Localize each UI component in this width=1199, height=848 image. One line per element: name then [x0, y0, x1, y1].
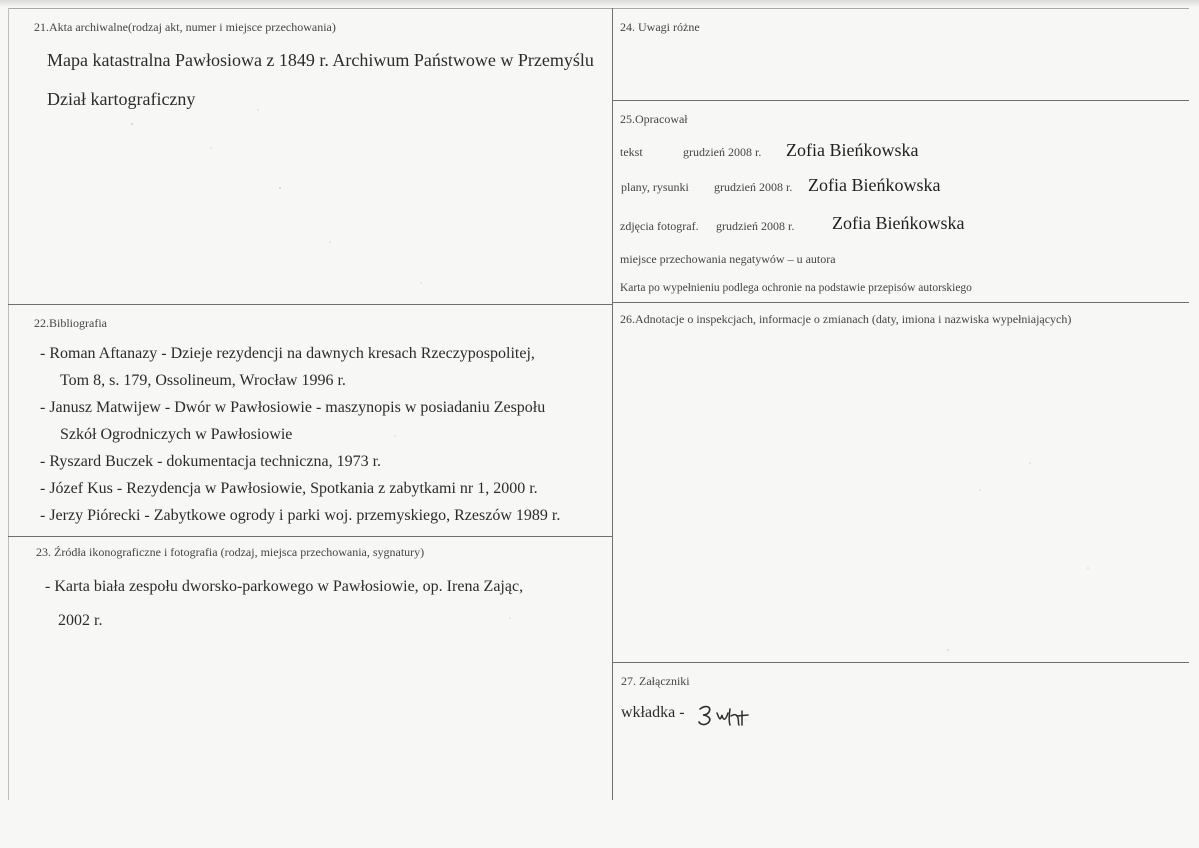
bibliography-item-3: - Ryszard Buczek - dokumentacja techniczna, 1973 r. — [40, 453, 382, 470]
bibliography-item-2-line-2: Szkół Ogrodniczych w Pawłosiowie — [60, 426, 293, 443]
right-divider-2 — [612, 302, 1189, 303]
scan-top-shadow — [0, 0, 1199, 7]
bibliography-section-label: 22.Bibliografia — [34, 316, 107, 330]
left-border-line — [8, 8, 9, 800]
prepared-section-label: 25.Opracował — [620, 112, 688, 126]
center-divider-line — [612, 8, 613, 800]
prepared-row-3-date: grudzień 2008 r. — [716, 219, 795, 233]
iconography-line-1: - Karta biała zespołu dworsko-parkowego w Pawłosiowie, op. Irena Zając, — [45, 578, 524, 595]
prepared-row-3-kind: zdjęcia fotograf. — [620, 219, 699, 233]
prepared-row-1-name: Zofia Bieńkowska — [786, 140, 919, 160]
annotations-section-label: 26.Adnotacje o inspekcjach, informacje o zmianach (daty, imiona i nazwiska wypełniających) — [620, 312, 1072, 326]
bibliography-item-2-line-1: - Janusz Matwijew - Dwór w Pawłosiowie - maszynopis w posiadaniu Zespołu — [40, 399, 546, 416]
attachments-item-text: wkładka - — [621, 704, 685, 721]
prepared-row-2-kind: plany, rysunki — [621, 180, 689, 194]
bibliography-item-5: - Jerzy Piórecki - Zabytkowe ogrody i parki woj. przemyskiego, Rzeszów 1989 r. — [40, 507, 561, 524]
right-divider-3 — [612, 662, 1189, 663]
top-border-line — [8, 8, 1189, 9]
prepared-row-3-name: Zofia Bieńkowska — [832, 213, 965, 233]
archival-line-2: Dział kartograficzny — [47, 89, 196, 109]
prepared-row-2-date: grudzień 2008 r. — [714, 180, 793, 194]
bibliography-item-1-line-2: Tom 8, s. 179, Ossolineum, Wrocław 1996 r. — [60, 372, 346, 389]
negatives-location: miejsce przechowania negatywów – u autora — [620, 252, 836, 266]
attachments-section-label: 27. Załączniki — [621, 674, 690, 688]
prepared-row-1-date: grudzień 2008 r. — [683, 145, 762, 159]
handwritten-annotation-icon — [695, 702, 751, 728]
left-divider-2 — [8, 536, 613, 537]
prepared-row-2-name: Zofia Bieńkowska — [808, 175, 941, 195]
left-divider-1 — [8, 304, 613, 305]
copyright-note: Karta po wypełnieniu podlega ochronie na podstawie przepisów autorskiego — [620, 282, 972, 294]
notes-section-label: 24. Uwagi różne — [620, 20, 700, 34]
right-divider-1 — [612, 100, 1189, 101]
bibliography-item-4: - Józef Kus - Rezydencja w Pawłosiowie, Spotkania z zabytkami nr 1, 2000 r. — [40, 480, 538, 497]
archival-section-label: 21.Akta archiwalne(rodzaj akt, numer i miejsce przechowania) — [34, 20, 336, 34]
bibliography-item-1-line-1: - Roman Aftanazy - Dzieje rezydencji na dawnych kresach Rzeczypospolitej, — [40, 345, 535, 362]
iconography-line-2: 2002 r. — [58, 612, 103, 629]
prepared-row-1-kind: tekst — [620, 145, 643, 159]
iconography-section-label: 23. Źródła ikonograficzne i fotografia (rodzaj, miejsca przechowania, sygnatury) — [36, 545, 425, 559]
archival-line-1: Mapa katastralna Pawłosiowa z 1849 r. Archiwum Państwowe w Przemyślu — [47, 50, 594, 70]
